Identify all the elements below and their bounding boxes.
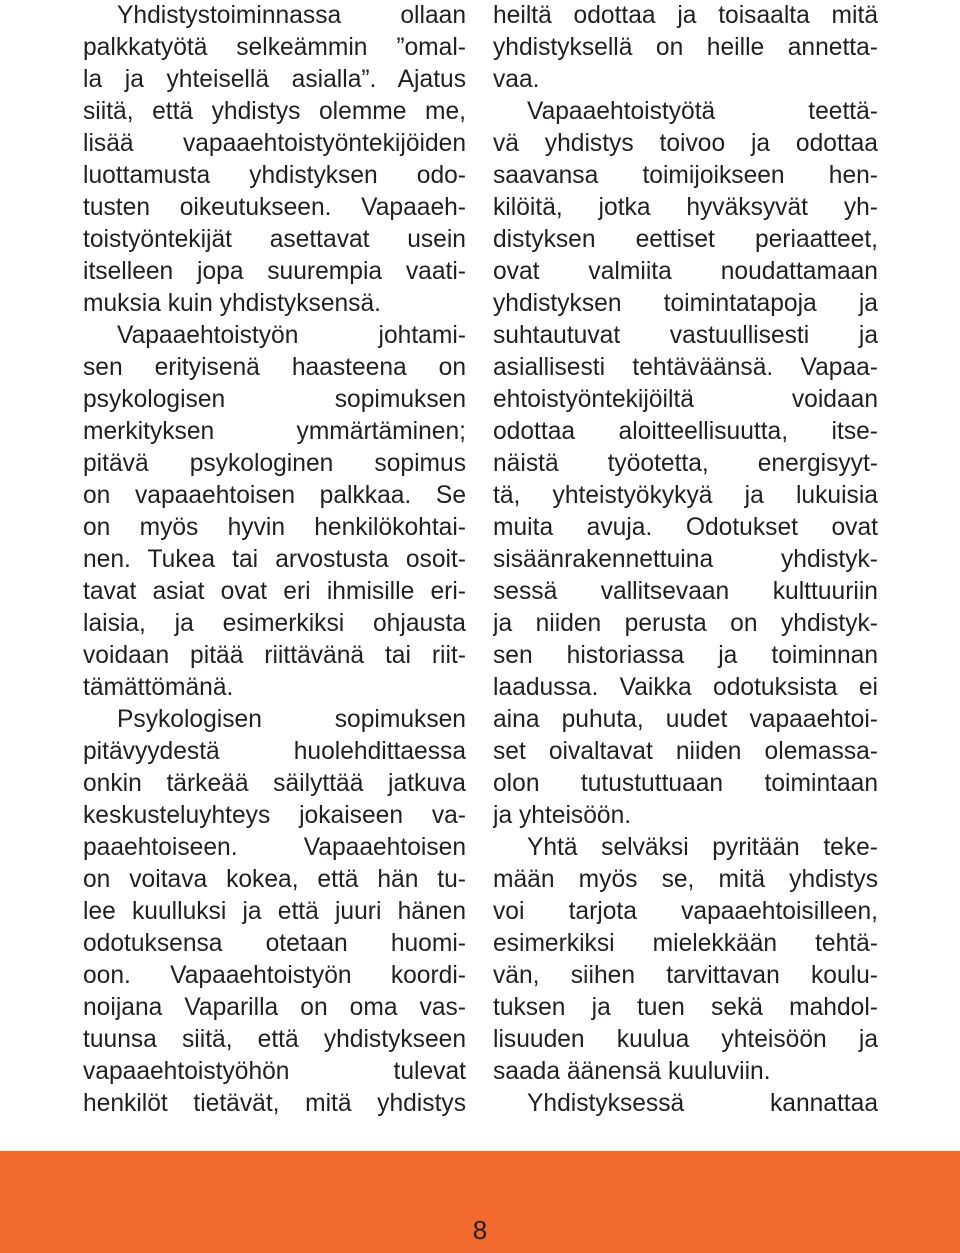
right-column-line: muita avuja. Odotukset ovat [493, 514, 878, 541]
left-column-line: on myös hyvin henkilökohtai- [83, 514, 466, 541]
left-column-line: Vapaaehtoistyön johtami- [117, 322, 466, 349]
right-column-line: yhdistyksellä on heille annetta- [493, 34, 878, 61]
right-column-line: heiltä odottaa ja toisaalta mitä [493, 2, 878, 29]
right-column-line: tuksen ja tuen sekä mahdol- [493, 994, 878, 1021]
left-column-line: laisia, ja esimerkiksi ohjausta [83, 610, 466, 637]
left-column-line: psykologisen sopimuksen [83, 386, 466, 413]
right-column-line: sessä vallitsevaan kulttuuriin [493, 578, 878, 605]
left-column-line: luottamusta yhdistyksen odo- [83, 162, 466, 189]
left-column-line: nen. Tukea tai arvostusta osoit- [83, 546, 466, 573]
right-column-line: saada äänensä kuuluviin. [493, 1058, 771, 1085]
right-column-line: näistä työotetta, energisyyt- [493, 450, 878, 477]
left-column-line: vapaaehtoistyöhön tulevat [83, 1058, 466, 1085]
left-column-line: palkkatyötä selkeämmin ”omal- [83, 34, 466, 61]
left-column-line: pitävyydestä huolehdittaessa [83, 738, 466, 765]
right-column-line: mään myös se, mitä yhdistys [493, 866, 878, 893]
left-column-line: itselleen jopa suurempia vaati- [83, 258, 466, 285]
right-column-line: vä yhdistys toivoo ja odottaa [493, 130, 878, 157]
right-column-line: sen historiassa ja toiminnan [493, 642, 878, 669]
right-column-line: odottaa aloitteellisuutta, itse- [493, 418, 878, 445]
right-column-line: distyksen eettiset periaatteet, [493, 226, 878, 253]
left-column-line: Yhdistystoiminnassa ollaan [117, 2, 466, 29]
left-column-line: toistyöntekijät asettavat usein [83, 226, 466, 253]
left-column-line: on vapaaehtoisen palkkaa. Se [83, 482, 466, 509]
left-column-line: on voitava kokea, että hän tu- [83, 866, 466, 893]
left-column-line: Psykologisen sopimuksen [117, 706, 466, 733]
right-column-line: sisäänrakennettuina yhdistyk- [493, 546, 878, 573]
right-column-line: olon tutustuttuaan toimintaan [493, 770, 878, 797]
left-text-column [83, 0, 466, 1120]
right-column-line: set oivaltavat niiden olemassa- [493, 738, 878, 765]
left-column-line: siitä, että yhdistys olemme me, [83, 98, 466, 125]
right-column-line: suhtautuvat vastuullisesti ja [493, 322, 878, 349]
right-column-line: saavansa toimijoikseen hen- [493, 162, 878, 189]
left-column-line: tämättömänä. [83, 674, 234, 701]
right-column-line: vaa. [493, 66, 540, 93]
left-column-line: keskusteluyhteys jokaiseen va- [83, 802, 466, 829]
left-column-line: henkilöt tietävät, mitä yhdistys [83, 1090, 466, 1117]
right-column-line: voi tarjota vapaaehtoisilleen, [493, 898, 878, 925]
right-column-line: yhdistyksen toimintatapoja ja [493, 290, 878, 317]
right-column-line: ovat valmiita noudattamaan [493, 258, 878, 285]
left-column-line: sen erityisenä haasteena on [83, 354, 466, 381]
left-column-line: paaehtoiseen. Vapaaehtoisen [83, 834, 466, 861]
right-column-line: ja yhteisöön. [493, 802, 632, 829]
page-number: 8 [472, 1215, 488, 1245]
right-column-line: tä, yhteistyökykyä ja lukuisia [493, 482, 878, 509]
left-column-line: lee kuulluksi ja että juuri hänen [83, 898, 466, 925]
right-column-line: vän, siihen tarvittavan koulu- [493, 962, 878, 989]
right-column-line: Yhtä selväksi pyritään teke- [527, 834, 878, 861]
right-column-line: kilöitä, jotka hyväksyvät yh- [493, 194, 878, 221]
left-column-line: tuunsa siitä, että yhdistykseen [83, 1026, 466, 1053]
right-column-line: lisuuden kuulua yhteisöön ja [493, 1026, 878, 1053]
left-column-line: voidaan pitää riittävänä tai riit- [83, 642, 466, 669]
right-column-line: Vapaaehtoistyötä teettä- [527, 98, 878, 125]
right-column-line: Yhdistyksessä kannattaa [527, 1090, 878, 1117]
right-column-line: asiallisesti tehtäväänsä. Vapaa- [493, 354, 878, 381]
left-column-line: tusten oikeutukseen. Vapaaeh- [83, 194, 466, 221]
left-column-line: odotuksensa otetaan huomi- [83, 930, 466, 957]
left-column-line: merkityksen ymmärtäminen; [83, 418, 466, 445]
left-column-line: tavat asiat ovat eri ihmisille eri- [83, 578, 466, 605]
right-column-line: ehtoistyöntekijöiltä voidaan [493, 386, 878, 413]
right-column-line: aina puhuta, uudet vapaaehtoi- [493, 706, 878, 733]
left-column-line: noijana Vaparilla on oma vas- [83, 994, 466, 1021]
left-column-line: pitävä psykologinen sopimus [83, 450, 466, 477]
left-column-line: lisää vapaaehtoistyöntekijöiden [83, 130, 466, 157]
left-column-line: muksia kuin yhdistyksensä. [83, 290, 381, 317]
right-column-line: laadussa. Vaikka odotuksista ei [493, 674, 878, 701]
right-text-column [493, 0, 878, 1120]
right-column-line: ja niiden perusta on yhdistyk- [493, 610, 878, 637]
left-column-line: la ja yhteisellä asialla”. Ajatus [83, 66, 466, 93]
left-column-line: oon. Vapaaehtoistyön koordi- [83, 962, 466, 989]
left-column-line: onkin tärkeää säilyttää jatkuva [83, 770, 466, 797]
right-column-line: esimerkiksi mielekkään tehtä- [493, 930, 878, 957]
